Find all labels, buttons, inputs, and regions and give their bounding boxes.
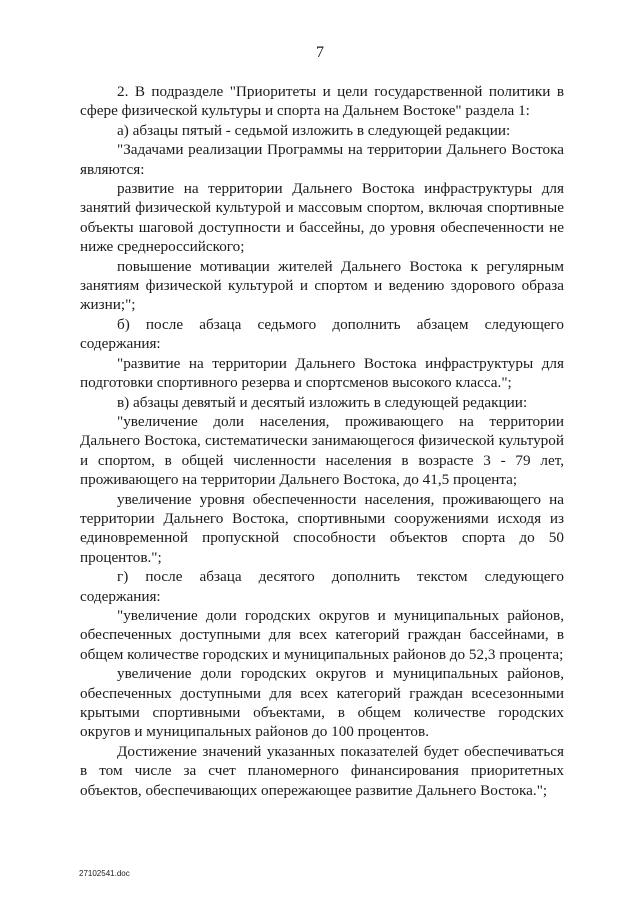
paragraph-item-2-intro: 2. В подразделе "Приоритеты и цели государственной политики в сфере физической культуры и спорта на Дальнем Востоке" раздела 1:: [80, 83, 564, 120]
document-file-reference: 27102541.doc: [79, 869, 130, 878]
paragraph-sport-reserve: "развитие на территории Дальнего Востока инфраструктуры для подготовки спортивного резерва и спортсменов высокого класса.";: [80, 354, 564, 392]
paragraph-subitem-a: а) абзацы пятый - седьмой изложить в следующей редакции:: [117, 121, 511, 139]
paragraph-tasks-intro: "Задачами реализации Программы на территории Дальнего Востока являются:: [80, 141, 564, 178]
paragraph-population-share: "увеличение доли населения, проживающего на территории Дальнего Востока, систематически занимающегося физической культурой и спортом, в общей численности населения в возрасте 3 - 79 лет, проживающего на территории Дальнего Востока, до 41,5 процента;: [80, 412, 564, 489]
paragraph-subitem-v: в) абзацы девятый и десятый изложить в следующей редакции:: [117, 393, 528, 411]
page-number: 7: [316, 44, 324, 61]
paragraph-subitem-g: г) после абзаца десятого дополнить текстом следующего содержания:: [80, 568, 564, 605]
document-body: [80, 82, 564, 800]
paragraph-facilities-provision: увеличение уровня обеспеченности населения, проживающего на территории Дальнего Востока, спортивными сооружениями исходя из единовременной пропускной способности объектов спорта до 50 процентов.";: [80, 490, 564, 566]
paragraph-subitem-b: б) после абзаца седьмого дополнить абзацем следующего содержания:: [80, 315, 564, 353]
paragraph-financing: Достижение значений указанных показателей будет обеспечиваться в том числе за счет планомерного финансирования приоритетных объектов, обеспечивающих опережающее развитие Дальнего Востока.";: [80, 742, 564, 799]
paragraph-infrastructure-mass-sport: развитие на территории Дальнего Востока инфраструктуры для занятий физической культурой и массовым спортом, включая спортивные объекты шаговой доступности и бассейны, до уровня обеспеченности не ниже среднероссийского;: [80, 180, 564, 256]
paragraph-motivation: повышение мотивации жителей Дальнего Востока к регулярным занятиям физической культурой и спортом и ведению здорового образа жизни;";: [80, 257, 564, 314]
paragraph-indoor-facilities-share: увеличение доли городских округов и муниципальных районов, обеспеченных доступными для всех категорий граждан всесезонными крытыми спортивными объектами, в общем количестве городских округов и муниципальных районов до 100 процентов.: [80, 665, 564, 741]
paragraph-pools-share: "увеличение доли городских округов и муниципальных районов, обеспеченных доступными для всех категорий граждан бассейнами, в общем количестве городских и муниципальных районов до 52,3 процента;: [80, 606, 564, 663]
